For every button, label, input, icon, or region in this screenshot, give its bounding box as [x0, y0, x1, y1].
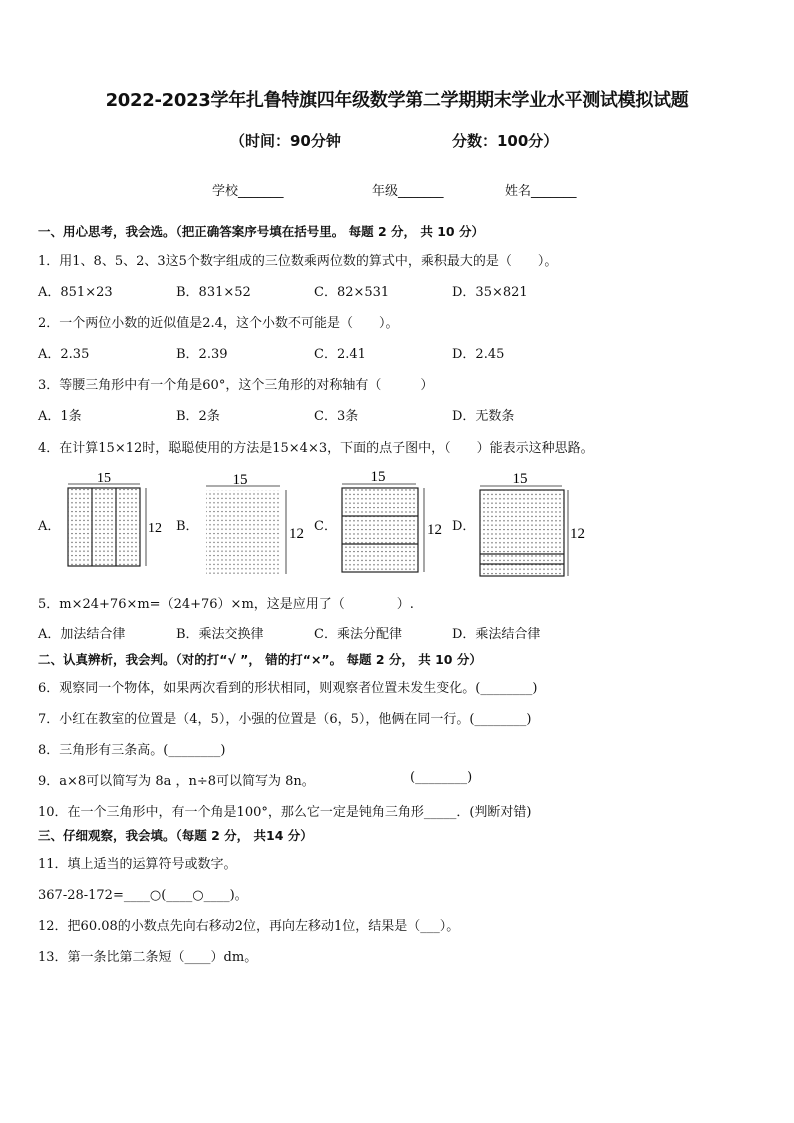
- figure-c-height-label: 12: [427, 522, 442, 538]
- q1-option-c: C．82×531: [314, 285, 390, 300]
- q1-option-a: A．851×23: [38, 285, 113, 300]
- figure-a-height-label: 12: [148, 521, 162, 536]
- page-title: 2022-2023学年扎鲁特旗四年级数学第二学期期末学业水平测试模拟试题: [105, 90, 689, 111]
- dot-grid-figure-c: [332, 466, 447, 580]
- q5-option-b: B．乘法交换律: [176, 627, 264, 642]
- figure-c-width-label: 15: [370, 469, 386, 485]
- q4-option-a-label: A．: [38, 519, 61, 534]
- q5-option-a: A．加法结合律: [38, 627, 126, 642]
- dot-grid-figure-b: [196, 470, 308, 582]
- figure-b-height-label: 12: [289, 526, 304, 542]
- school-field: 学校_______: [212, 184, 284, 199]
- question-10: 10．在一个三角形中，有一个角是100°，那么它一定是钝角三角形_____．(判断对错): [38, 805, 532, 820]
- section-2-heading: 二、认真辨析，我会判。（对的打“√ ”， 错的打“×”。 每题 2 分， 共 10 分）: [38, 652, 482, 667]
- question-13: 13．第一条比第二条短（____）dm。: [38, 950, 258, 965]
- question-3: 3．等腰三角形中有一个角是60°，这个三角形的对称轴有（ ）: [38, 378, 434, 393]
- question-11-expression: 367-28-172=____○(____○____)。: [38, 888, 248, 903]
- q1-option-b: B．831×52: [176, 285, 251, 300]
- question-9-answer-blank: (________): [410, 770, 473, 785]
- question-2: 2．一个两位小数的近似值是2.4，这个小数不可能是（ ）。: [38, 316, 399, 331]
- q5-option-d: D．乘法结合律: [452, 627, 541, 642]
- question-9: 9．a×8可以简写为 8a ，n÷8可以简写为 8n。: [38, 774, 315, 789]
- figure-a-width-label: 15: [97, 471, 111, 486]
- q1-option-d: D．35×821: [452, 285, 528, 300]
- dot-grid-figure-a: [58, 470, 163, 580]
- q3-option-a: A．1条: [38, 409, 82, 424]
- q3-option-b: B．2条: [176, 409, 220, 424]
- q2-option-c: C．2.41: [314, 347, 366, 362]
- dot-grid-figure-d: [470, 466, 588, 582]
- q2-option-b: B．2.39: [176, 347, 228, 362]
- q4-option-b-label: B．: [176, 519, 199, 534]
- q4-option-d-label: D．: [452, 519, 476, 534]
- question-1: 1．用1、8、5、2、3这5个数字组成的三位数乘两位数的算式中，乘积最大的是（ ）。: [38, 254, 558, 269]
- question-11: 11．填上适当的运算符号或数字。: [38, 857, 237, 872]
- section-3-heading: 三、仔细观察，我会填。（每题 2 分， 共14 分）: [38, 828, 313, 843]
- q2-option-d: D．2.45: [452, 347, 505, 362]
- q2-option-a: A．2.35: [38, 347, 90, 362]
- q3-option-c: C．3条: [314, 409, 359, 424]
- question-7: 7．小红在教室的位置是（4，5），小强的位置是（6，5），他俩在同一行。(________): [38, 712, 532, 727]
- question-4: 4．在计算15×12时，聪聪使用的方法是15×4×3，下面的点子图中，（ ）能表示这种思路。: [38, 441, 594, 456]
- question-12: 12．把60.08的小数点先向右移动2位，再向左移动1位，结果是（___）。: [38, 919, 460, 934]
- q4-option-c-label: C．: [314, 519, 337, 534]
- grade-field: 年级_______: [372, 184, 444, 199]
- exam-score: 分数：100分）: [452, 132, 559, 150]
- q5-option-c: C．乘法分配律: [314, 627, 402, 642]
- figure-d-height-label: 12: [570, 526, 585, 542]
- section-1-heading: 一、用心思考，我会选。（把正确答案序号填在括号里。 每题 2 分， 共 10 分）: [38, 224, 484, 239]
- question-6: 6．观察同一个物体，如果两次看到的形状相同，则观察者位置未发生变化。(________): [38, 681, 538, 696]
- question-8: 8．三角形有三条高。(________): [38, 743, 226, 758]
- figure-d-width-label: 15: [512, 471, 528, 487]
- question-5: 5．m×24+76×m=（24+76）×m，这是应用了（ ）.: [38, 597, 414, 612]
- q3-option-d: D．无数条: [452, 409, 515, 424]
- exam-time: （时间：90分钟: [230, 132, 341, 150]
- name-field: 姓名_______: [505, 184, 577, 199]
- figure-b-width-label: 15: [232, 472, 248, 488]
